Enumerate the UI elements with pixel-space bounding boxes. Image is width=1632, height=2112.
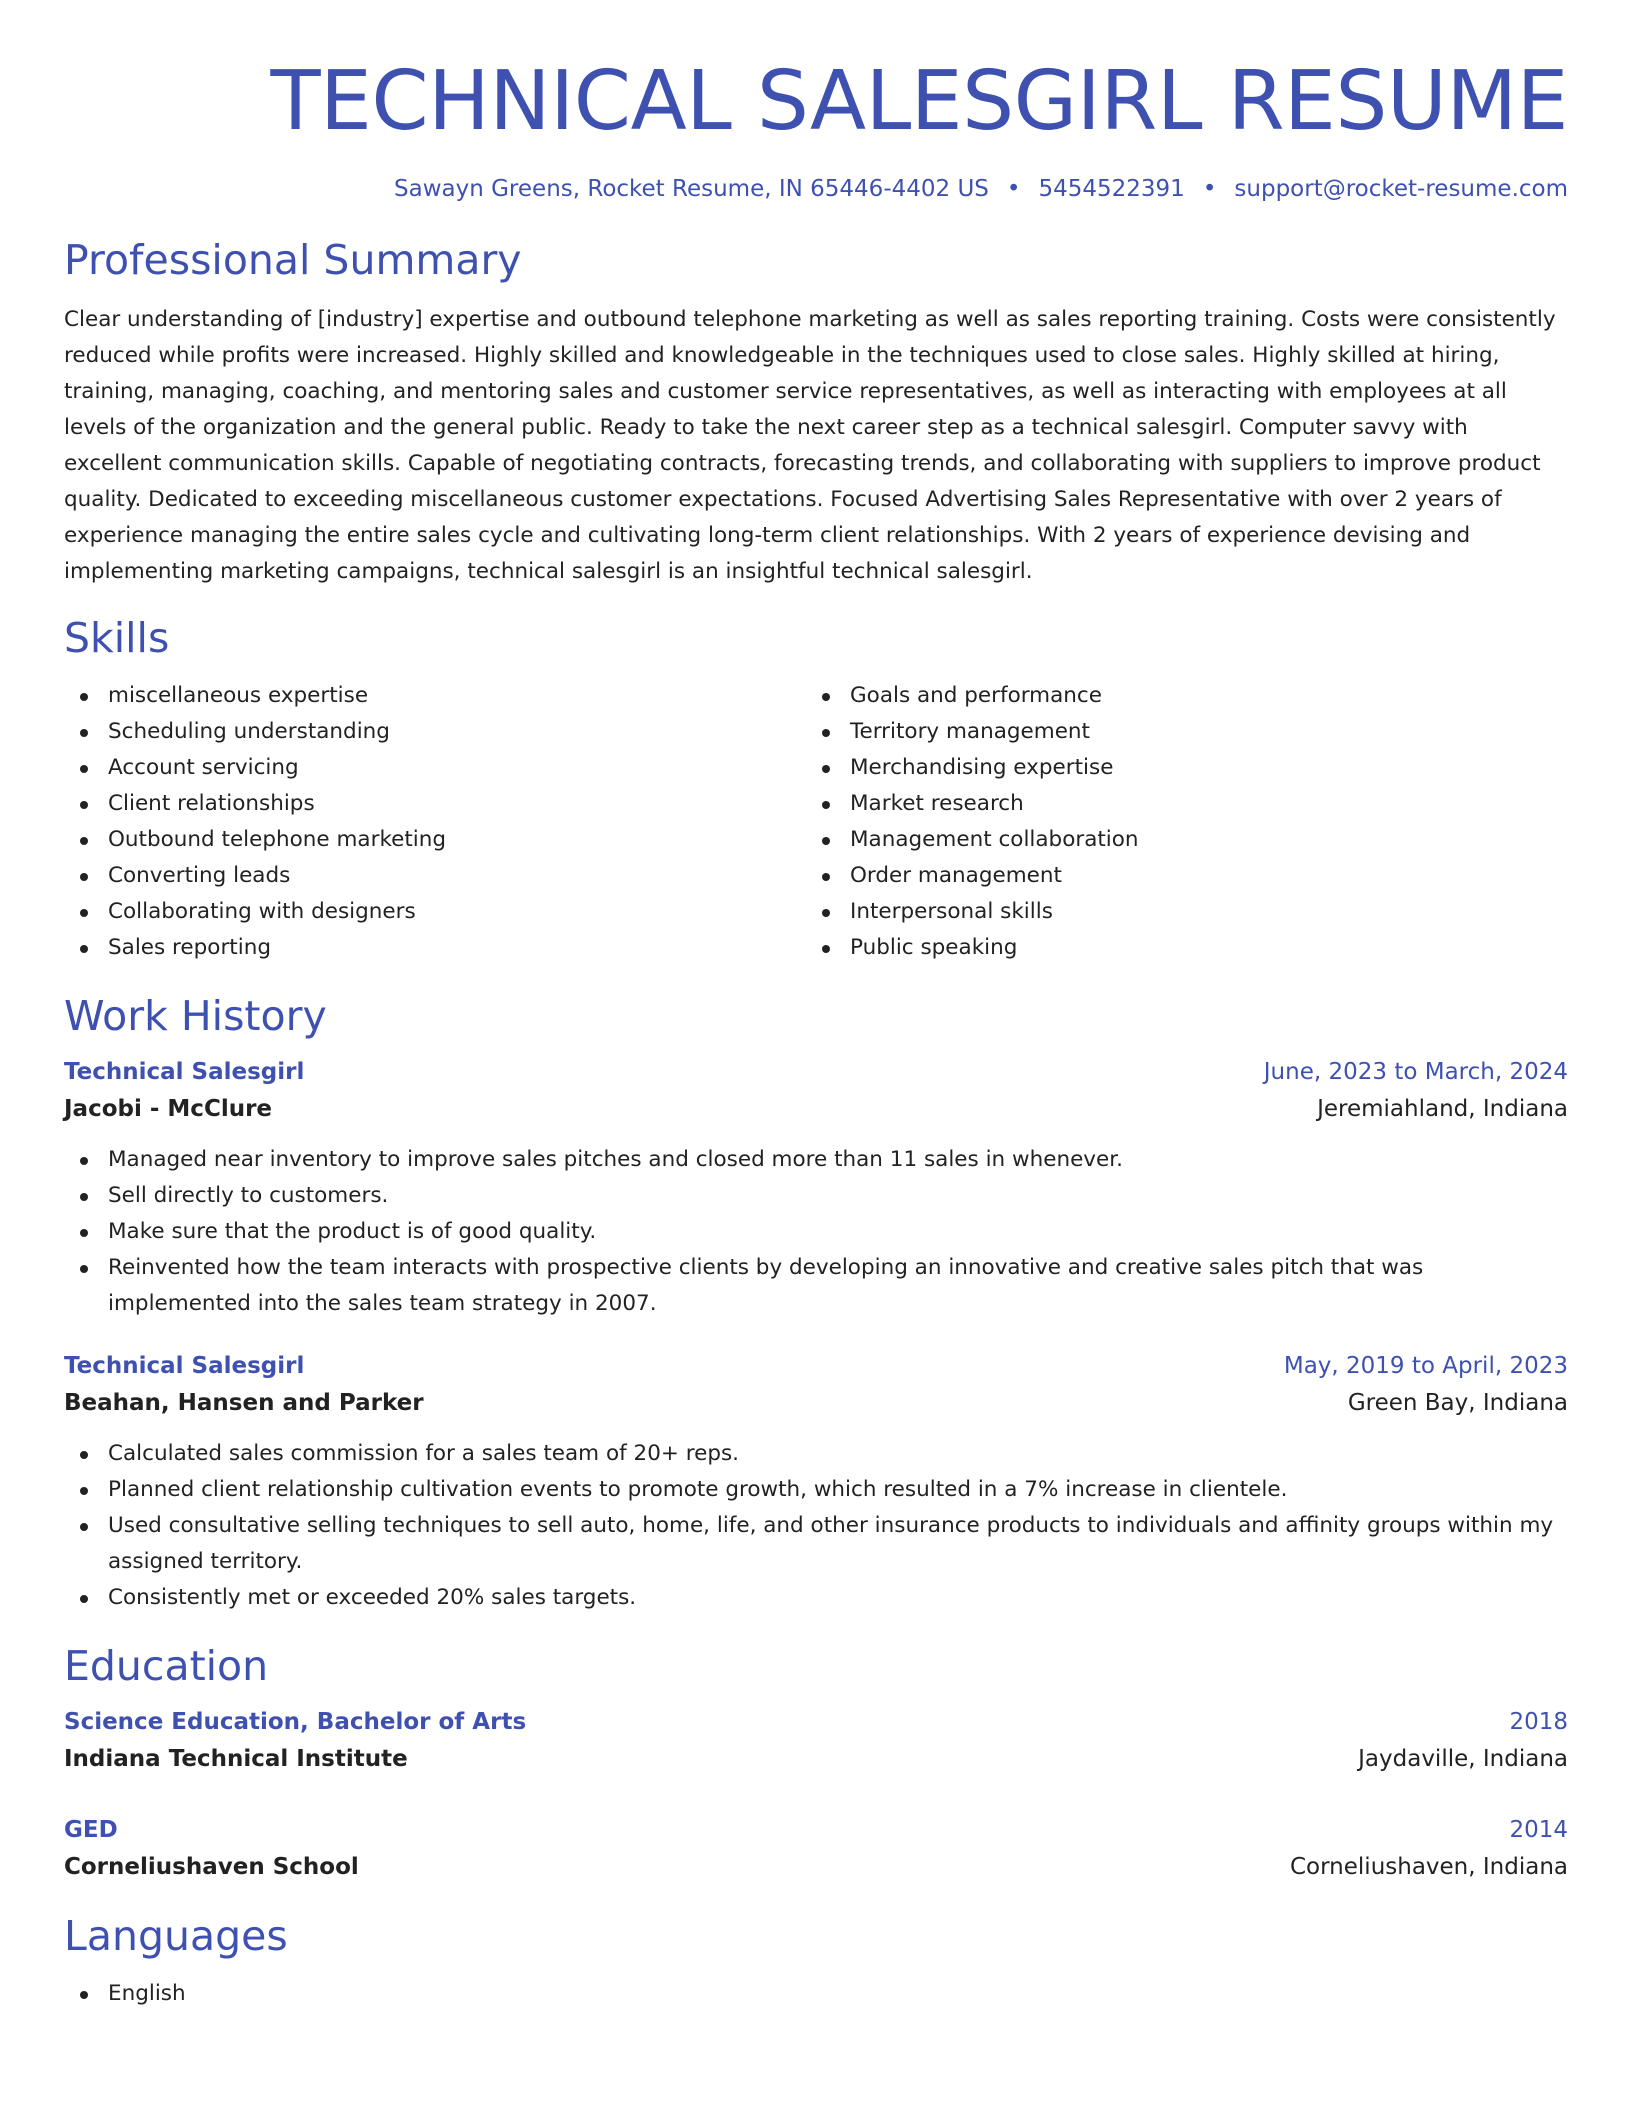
skill-item: Public speaking <box>806 930 1548 966</box>
skill-item: Sales reporting <box>64 930 806 966</box>
contact-separator: • <box>1006 176 1021 202</box>
skill-item: Converting leads <box>64 858 806 894</box>
work-history-section <box>64 990 1568 1616</box>
contact-phone: 5454522391 <box>1038 176 1185 202</box>
job-dates: June, 2023 to March, 2024 <box>1263 1059 1568 1085</box>
skills-list-left <box>64 678 806 966</box>
education-entry <box>64 1704 1568 1778</box>
job-bullet: Consistently met or exceeded 20% sales targets. <box>64 1580 1568 1616</box>
skill-item: Management collaboration <box>806 822 1548 858</box>
contact-address: Sawayn Greens, Rocket Resume, IN 65446-4402 US <box>394 176 989 202</box>
contact-email: support@rocket-resume.com <box>1234 176 1568 202</box>
job-dates: May, 2019 to April, 2023 <box>1283 1353 1568 1379</box>
education-school: Indiana Technical Institute <box>64 1746 408 1772</box>
education-header-row <box>64 1704 1568 1740</box>
skill-item: Market research <box>806 786 1548 822</box>
job-title: Technical Salesgirl <box>64 1353 305 1379</box>
job-bullet: Planned client relationship cultivation events to promote growth, which resulted in a 7% increase in clientele. <box>64 1472 1568 1508</box>
education-school: Corneliushaven School <box>64 1854 359 1880</box>
job-entry <box>64 1348 1568 1616</box>
work-history-heading: Work History <box>64 992 327 1040</box>
skills-heading: Skills <box>64 614 170 662</box>
language-item: English <box>64 1976 1568 2012</box>
contact-line <box>64 174 1568 204</box>
languages-section <box>64 1910 1568 2012</box>
education-school-row <box>64 1740 1568 1778</box>
education-location: Jaydaville, Indiana <box>1358 1746 1568 1772</box>
skill-item: Goals and performance <box>806 678 1548 714</box>
job-bullet: Managed near inventory to improve sales pitches and closed more than 11 sales in whenever. <box>64 1142 1568 1178</box>
resume-title: TECHNICAL SALESGIRL RESUME <box>270 54 1568 149</box>
skill-item: Client relationships <box>64 786 806 822</box>
education-degree: GED <box>64 1817 118 1843</box>
skills-section <box>64 612 1568 966</box>
skill-item: Scheduling understanding <box>64 714 806 750</box>
skill-item: Outbound telephone marketing <box>64 822 806 858</box>
job-location: Green Bay, Indiana <box>1347 1390 1568 1416</box>
resume-page <box>64 0 1568 2012</box>
summary-heading: Professional Summary <box>64 236 522 284</box>
job-bullet: Reinvented how the team interacts with prospective clients by developing an innovative and creative sales pitch that was implemented into the sales team strategy in 2007. <box>64 1250 1568 1322</box>
job-bullet: Used consultative selling techniques to sell auto, home, life, and other insurance products to individuals and affinity groups within my assigned territory. <box>64 1508 1568 1580</box>
skill-item: Interpersonal skills <box>806 894 1548 930</box>
job-location: Jeremiahland, Indiana <box>1317 1096 1568 1122</box>
job-company-row <box>64 1384 1568 1422</box>
skill-item: Order management <box>806 858 1548 894</box>
job-bullets <box>64 1436 1568 1616</box>
job-company: Beahan, Hansen and Parker <box>64 1390 424 1416</box>
job-company: Jacobi - McClure <box>64 1096 273 1122</box>
job-bullet: Calculated sales commission for a sales team of 20+ reps. <box>64 1436 1568 1472</box>
education-year: 2014 <box>1509 1817 1568 1843</box>
languages-heading: Languages <box>64 1912 288 1960</box>
skills-list-right <box>806 678 1548 966</box>
skills-grid <box>64 678 1568 966</box>
summary-section <box>64 234 1568 590</box>
education-location: Corneliushaven, Indiana <box>1290 1854 1568 1880</box>
skill-item: Collaborating with designers <box>64 894 806 930</box>
education-section <box>64 1640 1568 1886</box>
languages-list <box>64 1976 1568 2012</box>
job-header-row <box>64 1348 1568 1384</box>
skill-item: miscellaneous expertise <box>64 678 806 714</box>
skill-item: Account servicing <box>64 750 806 786</box>
education-entry <box>64 1812 1568 1886</box>
summary-text: Clear understanding of [industry] expertise and outbound telephone marketing as well as sales reporting training. Costs were consistently reduced while profits were increased. Highly skilled and knowledgeable in the techniques used to close sales. Highly skilled at hiring, training, managing, coaching, and mentoring sales and customer service representatives, as well as interacting with employees at all levels of the organization and the general public. Ready to take the next career step as a technical salesgirl. Computer savvy with excellent communication skills. Capable of negotiating contracts, forecasting trends, and collaborating with suppliers to improve product quality. Dedicated to exceeding miscellaneous customer expectations. Focused Advertising Sales Representative with over 2 years of experience managing the entire sales cycle and cultivating long-term client relationships. With 2 years of experience devising and implementing marketing campaigns, technical salesgirl is an insightful technical salesgirl. <box>64 307 1556 584</box>
contact-separator: • <box>1202 176 1217 202</box>
education-heading: Education <box>64 1642 269 1690</box>
skill-item: Merchandising expertise <box>806 750 1548 786</box>
job-header-row <box>64 1054 1568 1090</box>
education-degree: Science Education, Bachelor of Arts <box>64 1709 527 1735</box>
job-company-row <box>64 1090 1568 1128</box>
education-year: 2018 <box>1509 1709 1568 1735</box>
job-entry <box>64 1054 1568 1322</box>
education-school-row <box>64 1848 1568 1886</box>
job-bullet: Make sure that the product is of good quality. <box>64 1214 1568 1250</box>
skill-item: Territory management <box>806 714 1548 750</box>
job-bullets <box>64 1142 1568 1322</box>
education-header-row <box>64 1812 1568 1848</box>
job-bullet: Sell directly to customers. <box>64 1178 1568 1214</box>
job-title: Technical Salesgirl <box>64 1059 305 1085</box>
